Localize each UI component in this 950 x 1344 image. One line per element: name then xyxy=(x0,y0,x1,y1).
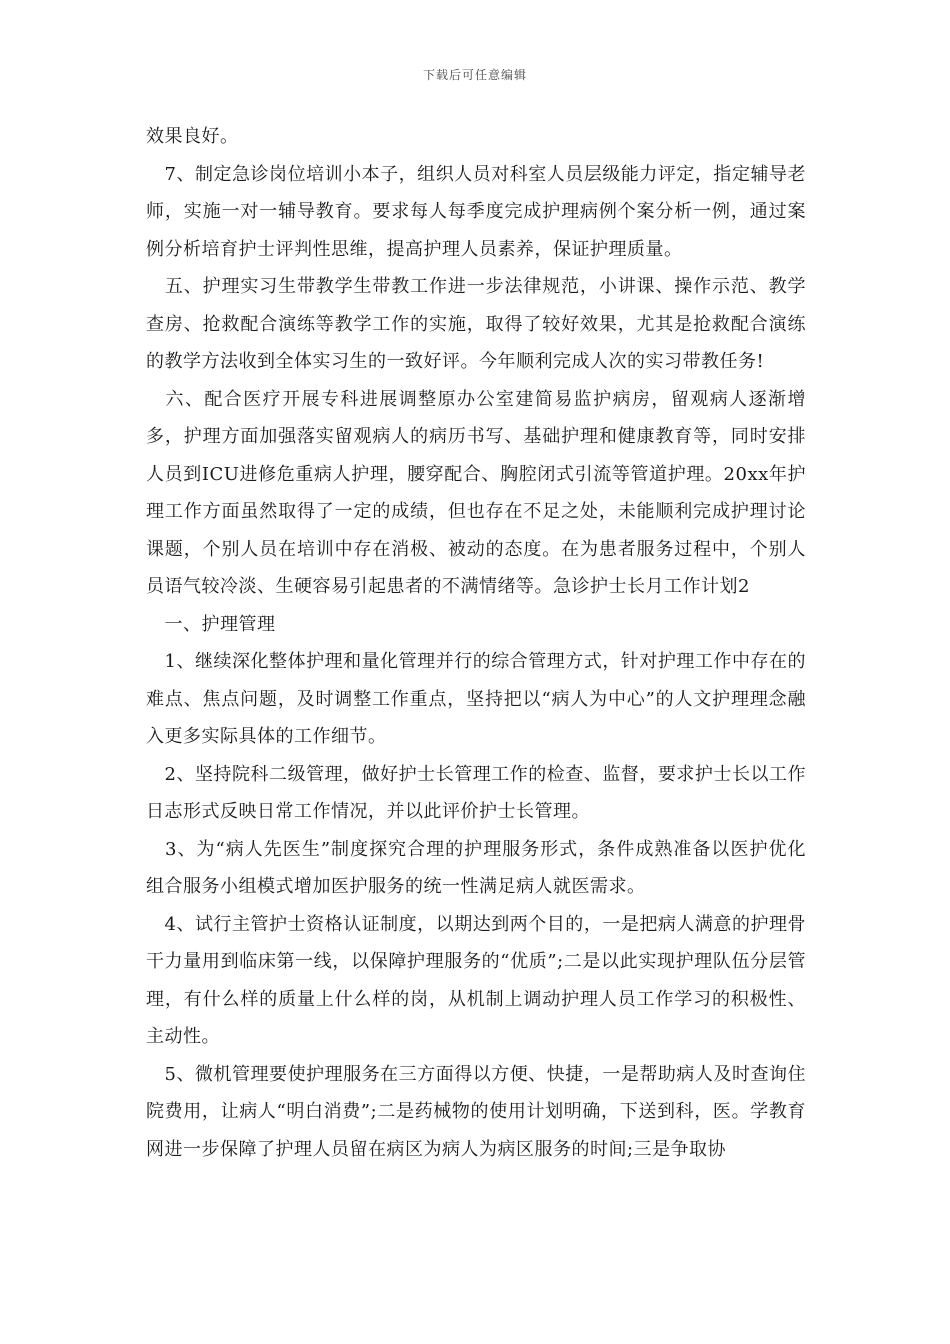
paragraph: 3、为“病人先医生”制度探究合理的护理服务形式，条件成熟准备以医护优化组合服务小组模式增加医护服务的统一性满足病人就医需求。 xyxy=(146,838,806,897)
paragraph: 1、继续深化整体护理和量化管理并行的综合管理方式，针对护理工作中存在的难点、焦点问题，及时调整工作重点，坚持把以“病人为中心”的人文护理理念融入更多实际具体的工作细节。 xyxy=(146,651,806,747)
paragraph: 五、护理实习生带教学生带教工作进一步法律规范，小讲课、操作示范、教学查房、抢救配合演练等教学工作的实施，取得了较好效果，尤其是抢救配合演练的教学方法收到全体实习生的一致好评。今年顺利完成人次的实习带教任务! xyxy=(146,276,806,372)
paragraph: 六、配合医疗开展专科进展调整原办公室建简易监护病房，留观病人逐渐增多，护理方面加强落实留观病人的病历书写、基础护理和健康教育等，同时安排人员到ICU进修危重病人护理，腰穿配合、胸腔闭式引流等管道护理。20xx年护理工作方面虽然取得了一定的成绩，但也存在不足之处，未能顺利完成护理讨论课题，个别人员在培训中存在消极、被动的态度。在为患者服务过程中，个别人员语气较冷淡、生硬容易引起患者的不满情绪等。急诊护士长月工作计划2 xyxy=(146,388,806,597)
header-note: 下载后可任意编辑 xyxy=(422,68,527,82)
paragraph: 7、制定急诊岗位培训小本子，组织人员对科室人员层级能力评定，指定辅导老师，实施一对一辅导教育。要求每人每季度完成护理病例个案分析一例，通过案例分析培育护士评判性思维，提高护理人员素养，保证护理质量。 xyxy=(146,163,806,260)
paragraph: 5、微机管理要使护理服务在三方面得以方便、快捷，一是帮助病人及时查询住院费用，让病人“明白消费”;二是药械物的使用计划明确，下送到科，医。学教育网进一步保障了护理人员留在病区为病人为病区服务的时间;三是争取协 xyxy=(146,1063,806,1160)
paragraph: 效果良好。 xyxy=(146,126,239,147)
document-body xyxy=(146,118,806,1168)
section-heading: 一、护理管理 xyxy=(146,613,276,635)
paragraph: 2、坚持院科二级管理，做好护士长管理工作的检查、监督，要求护士长以工作日志形式反映日常工作情况，并以此评价护士长管理。 xyxy=(146,763,806,822)
paragraph: 4、试行主管护士资格认证制度，以期达到两个目的，一是把病人满意的护理骨干力量用到临床第一线，以保障护理服务的“优质”;二是以此实现护理队伍分层管理，有什么样的质量上什么样的岗，从机制上调动护理人员工作学习的积极性、主动性。 xyxy=(146,913,806,1047)
